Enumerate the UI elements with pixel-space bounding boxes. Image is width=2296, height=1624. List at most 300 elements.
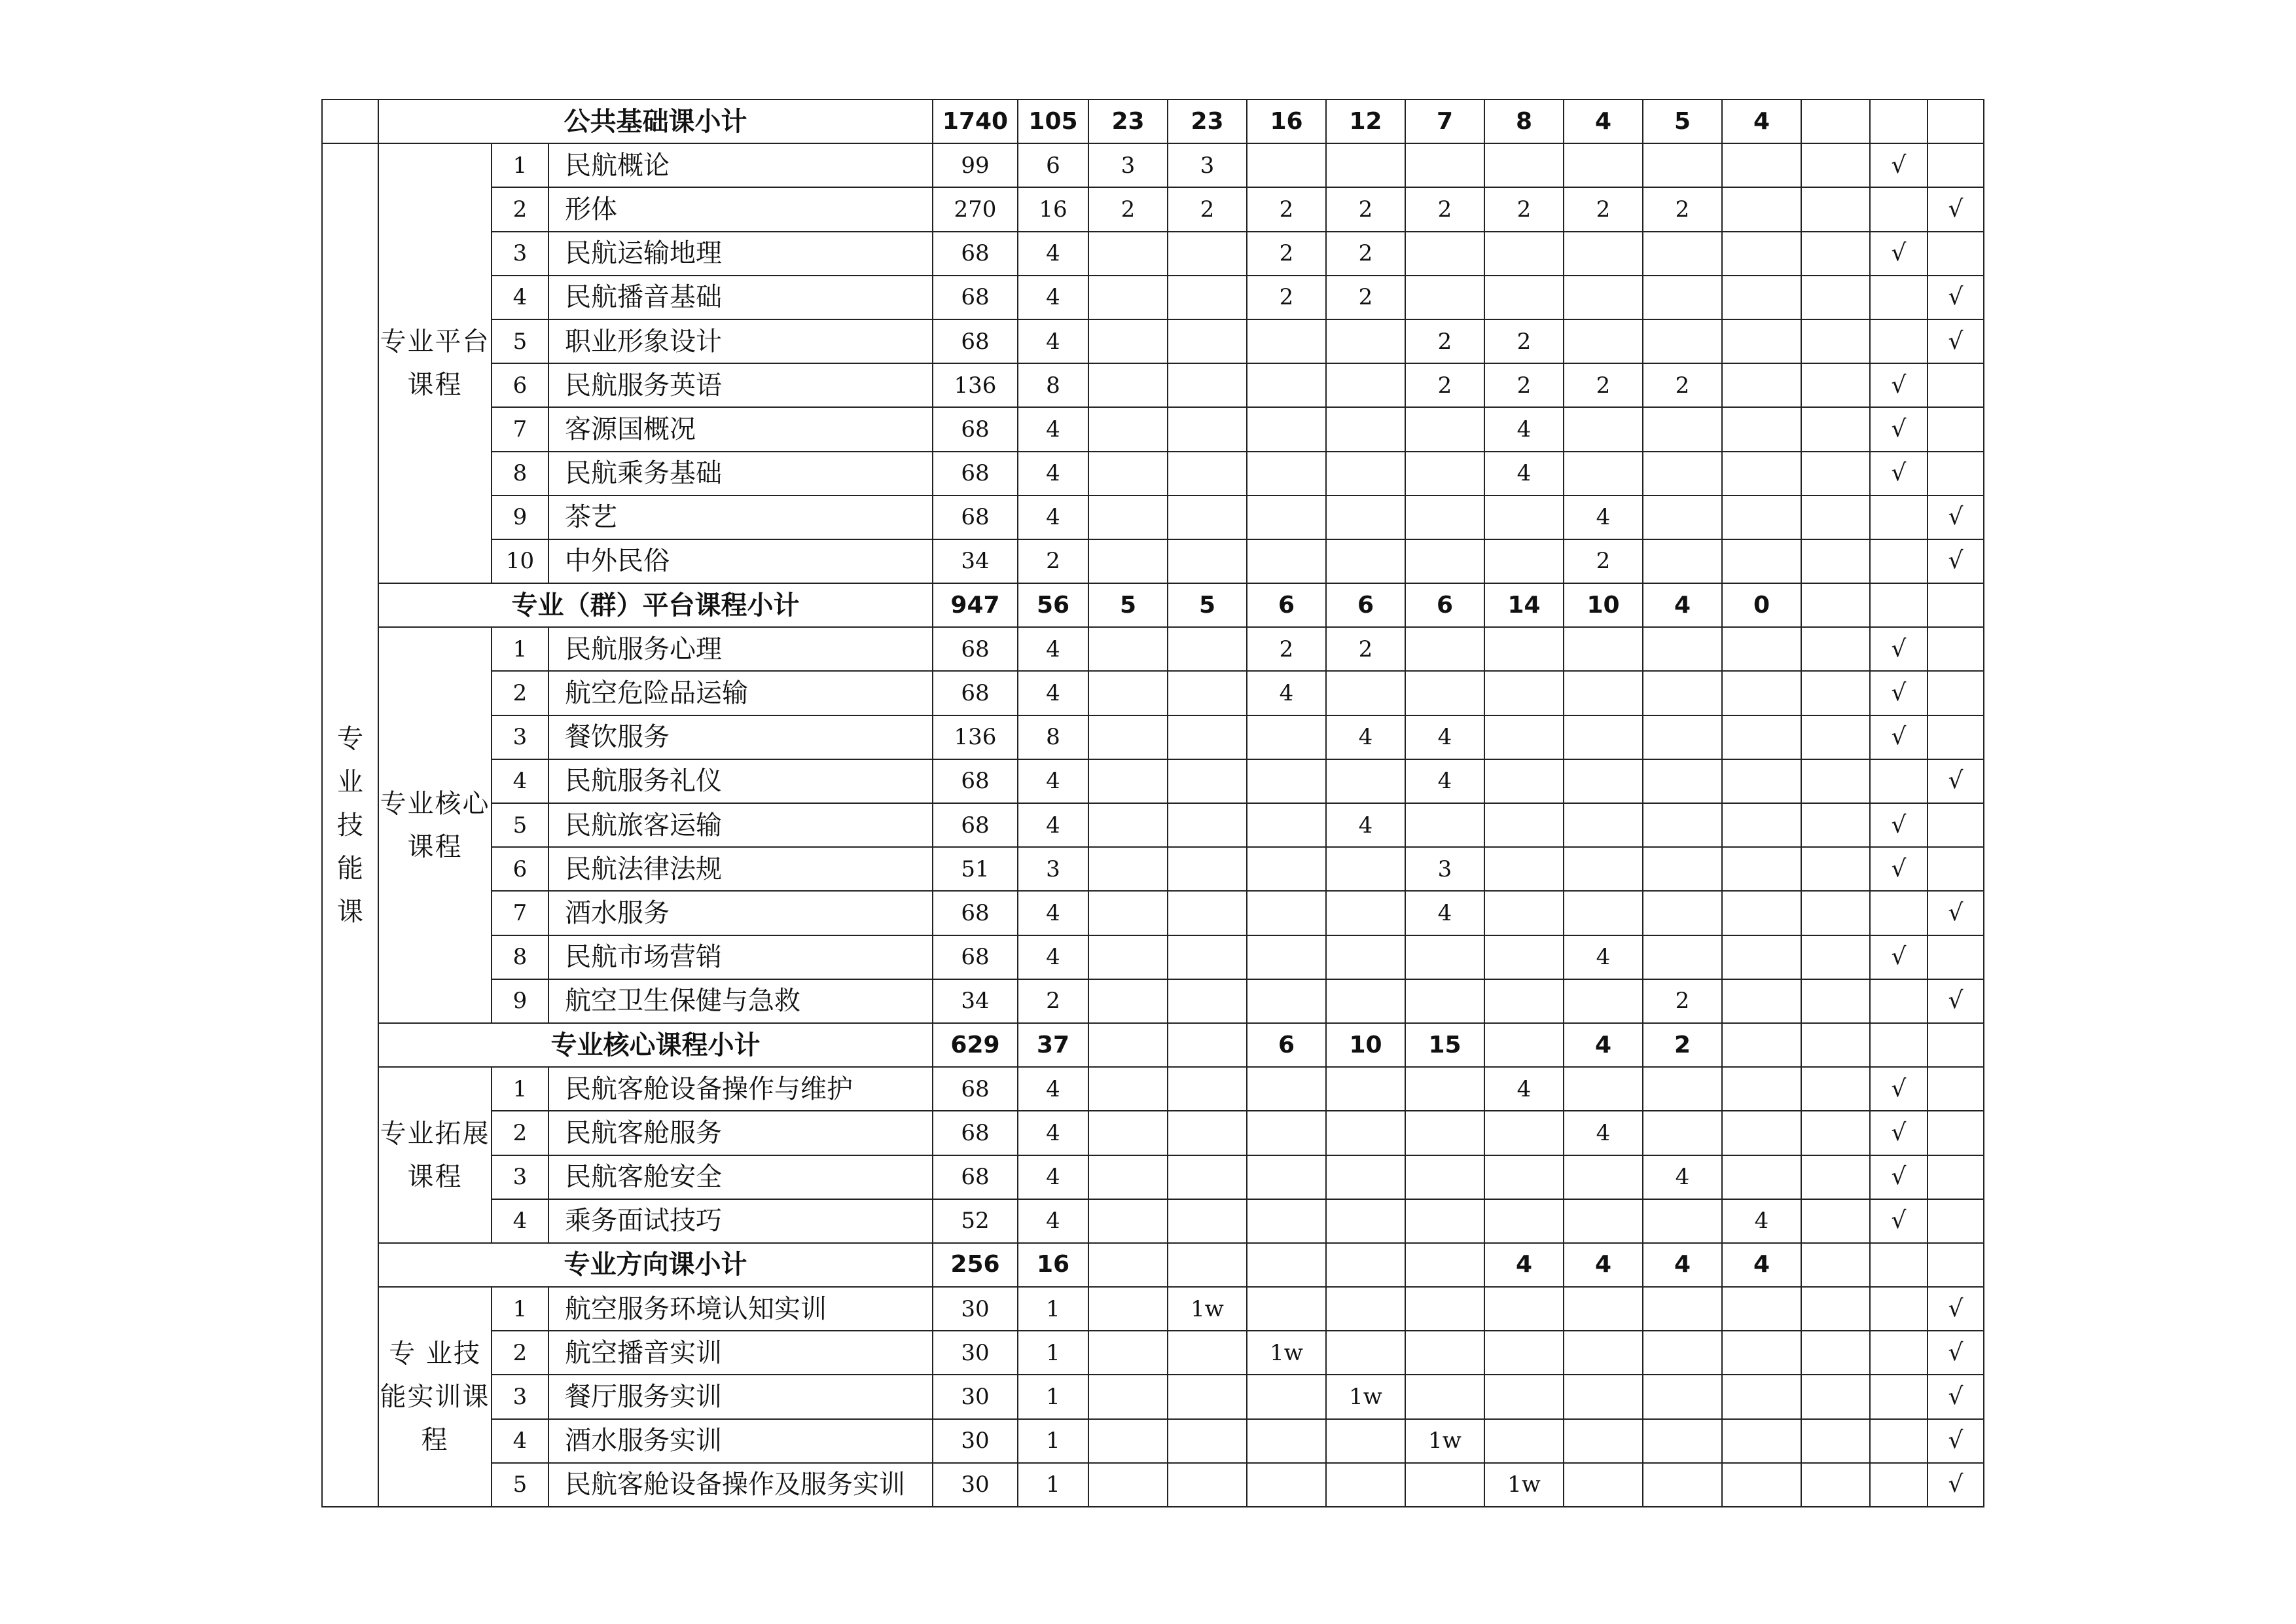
subtotal-cell: 10 (1564, 583, 1643, 627)
row-number: 3 (492, 232, 548, 276)
row-number: 4 (492, 276, 548, 319)
value-cell (1326, 407, 1405, 451)
value-cell: 1 (1018, 1419, 1088, 1463)
table-row (322, 1155, 1984, 1199)
value-cell (1564, 276, 1643, 319)
value-cell (1801, 1287, 1870, 1331)
value-cell (1088, 1155, 1168, 1199)
table-row (322, 319, 1984, 363)
value-cell: 30 (933, 1287, 1018, 1331)
value-cell (1088, 452, 1168, 496)
value-cell (1405, 452, 1484, 496)
value-cell (1801, 539, 1870, 583)
value-cell: 2 (1018, 979, 1088, 1023)
value-cell (1564, 979, 1643, 1023)
value-cell (1801, 1419, 1870, 1463)
value-cell (1405, 1155, 1484, 1199)
row-number: 1 (492, 1287, 548, 1331)
check-mark-cell: √ (1870, 627, 1928, 671)
value-cell (1247, 759, 1326, 803)
value-cell (1484, 1199, 1564, 1243)
value-cell (1722, 539, 1801, 583)
value-cell (1564, 1331, 1643, 1375)
value-cell: 3 (1405, 847, 1484, 891)
value-cell (1247, 363, 1326, 407)
row-number: 3 (492, 1375, 548, 1418)
value-cell (1088, 496, 1168, 539)
value-cell (1484, 847, 1564, 891)
value-cell: 2 (1564, 363, 1643, 407)
value-cell (1168, 847, 1247, 891)
row-number: 4 (492, 1419, 548, 1463)
value-cell (1484, 1419, 1564, 1463)
subtotal-cell (1722, 1023, 1801, 1067)
value-cell: 1w (1405, 1419, 1484, 1463)
value-cell: 4 (1018, 1067, 1088, 1111)
value-cell (1928, 1199, 1984, 1243)
value-cell (1870, 1419, 1928, 1463)
subtotal-cell: 629 (933, 1023, 1018, 1067)
value-cell: 68 (933, 627, 1018, 671)
value-cell (1722, 1155, 1801, 1199)
value-cell (1484, 891, 1564, 935)
value-cell (1088, 671, 1168, 715)
value-cell (1643, 496, 1722, 539)
value-cell (1870, 1375, 1928, 1418)
category-label (322, 143, 378, 1507)
value-cell (1722, 891, 1801, 935)
value-cell (1326, 1287, 1405, 1331)
table-row (322, 452, 1984, 496)
check-mark-cell: √ (1928, 1375, 1984, 1418)
value-cell (1405, 627, 1484, 671)
value-cell: 4 (1326, 803, 1405, 847)
value-cell: 2 (1643, 363, 1722, 407)
value-cell: 2 (1564, 187, 1643, 231)
check-mark-cell: √ (1870, 847, 1928, 891)
row-number: 1 (492, 143, 548, 187)
value-cell (1643, 539, 1722, 583)
value-cell: 30 (933, 1375, 1018, 1418)
table-row (322, 1287, 1984, 1331)
value-cell: 4 (1018, 891, 1088, 935)
value-cell (1722, 935, 1801, 979)
subtotal-cell: 4 (1722, 99, 1801, 143)
course-name: 酒水服务 (548, 891, 933, 935)
value-cell (1870, 539, 1928, 583)
value-cell (1247, 496, 1326, 539)
course-name: 民航服务英语 (548, 363, 933, 407)
row-number: 2 (492, 187, 548, 231)
subtotal-cell: 15 (1405, 1023, 1484, 1067)
value-cell: 1w (1168, 1287, 1247, 1331)
value-cell: 51 (933, 847, 1018, 891)
value-cell (1088, 803, 1168, 847)
value-cell (1722, 1463, 1801, 1507)
subtotal-cell: 16 (1018, 1243, 1088, 1287)
value-cell (1643, 891, 1722, 935)
subtotal-cell: 16 (1247, 99, 1326, 143)
value-cell (1484, 759, 1564, 803)
course-name: 民航服务心理 (548, 627, 933, 671)
value-cell: 2 (1168, 187, 1247, 231)
table-row (322, 803, 1984, 847)
value-cell (1088, 276, 1168, 319)
value-cell (1484, 935, 1564, 979)
value-cell (1801, 319, 1870, 363)
value-cell (1247, 407, 1326, 451)
value-cell (1564, 715, 1643, 759)
row-number: 8 (492, 935, 548, 979)
subtotal-cell: 5 (1088, 583, 1168, 627)
category-char: 能 (337, 853, 363, 884)
subtotal-cell: 5 (1168, 583, 1247, 627)
value-cell (1722, 319, 1801, 363)
value-cell (1722, 407, 1801, 451)
value-cell (1088, 1067, 1168, 1111)
value-cell (1722, 452, 1801, 496)
value-cell: 68 (933, 1111, 1018, 1155)
table-row (322, 187, 1984, 231)
row-number: 6 (492, 363, 548, 407)
value-cell (1168, 627, 1247, 671)
table-row (322, 143, 1984, 187)
value-cell (1168, 1111, 1247, 1155)
value-cell (1088, 759, 1168, 803)
value-cell: 68 (933, 891, 1018, 935)
value-cell (1643, 1331, 1722, 1375)
subtotal-cell (1801, 1023, 1870, 1067)
check-mark-cell: √ (1928, 1419, 1984, 1463)
check-mark-cell: √ (1870, 232, 1928, 276)
value-cell (1643, 1067, 1722, 1111)
value-cell (1928, 671, 1984, 715)
subtotal-cell: 105 (1018, 99, 1088, 143)
value-cell (1722, 715, 1801, 759)
check-mark-cell: √ (1928, 759, 1984, 803)
table-row (322, 671, 1984, 715)
value-cell (1928, 1155, 1984, 1199)
subtotal-cell (1928, 1243, 1984, 1287)
value-cell (1643, 1463, 1722, 1507)
value-cell (1168, 496, 1247, 539)
value-cell (1405, 671, 1484, 715)
value-cell: 68 (933, 935, 1018, 979)
value-cell (1326, 1419, 1405, 1463)
row-number: 7 (492, 891, 548, 935)
subtotal-cell (1801, 583, 1870, 627)
value-cell (1801, 1375, 1870, 1418)
value-cell (1247, 715, 1326, 759)
value-cell (1088, 715, 1168, 759)
value-cell (1405, 1111, 1484, 1155)
value-cell (1088, 232, 1168, 276)
subtotal-cell: 10 (1326, 1023, 1405, 1067)
value-cell (1484, 627, 1564, 671)
value-cell (1564, 847, 1643, 891)
value-cell: 8 (1018, 715, 1088, 759)
check-mark-cell: √ (1870, 715, 1928, 759)
value-cell (1247, 143, 1326, 187)
value-cell (1722, 496, 1801, 539)
course-name: 餐厅服务实训 (548, 1375, 933, 1418)
value-cell (1928, 803, 1984, 847)
value-cell (1564, 671, 1643, 715)
value-cell (1801, 1111, 1870, 1155)
check-mark-cell: √ (1928, 539, 1984, 583)
value-cell (1643, 671, 1722, 715)
value-cell (1247, 979, 1326, 1023)
value-cell (1801, 1199, 1870, 1243)
value-cell (1484, 1111, 1564, 1155)
value-cell (1870, 187, 1928, 231)
value-cell: 68 (933, 759, 1018, 803)
value-cell: 2 (1405, 187, 1484, 231)
value-cell (1801, 363, 1870, 407)
course-name: 民航乘务基础 (548, 452, 933, 496)
value-cell (1088, 1287, 1168, 1331)
value-cell: 270 (933, 187, 1018, 231)
value-cell: 4 (1722, 1199, 1801, 1243)
value-cell (1326, 847, 1405, 891)
value-cell (1247, 1111, 1326, 1155)
value-cell (1801, 1155, 1870, 1199)
value-cell: 4 (1484, 452, 1564, 496)
value-cell (1801, 847, 1870, 891)
subtotal-cell (1870, 99, 1928, 143)
value-cell (1722, 627, 1801, 671)
value-cell (1870, 1331, 1928, 1375)
value-cell: 2 (1247, 627, 1326, 671)
table-row (322, 891, 1984, 935)
value-cell (1247, 891, 1326, 935)
table-row (322, 1331, 1984, 1375)
subtotal-cell: 23 (1168, 99, 1247, 143)
value-cell (1088, 1463, 1168, 1507)
value-cell (1564, 143, 1643, 187)
value-cell (1643, 276, 1722, 319)
value-cell (1801, 803, 1870, 847)
value-cell (1801, 1067, 1870, 1111)
subtotal-label: 专业（群）平台课程小计 (378, 583, 933, 627)
value-cell (1484, 1375, 1564, 1418)
value-cell: 1 (1018, 1331, 1088, 1375)
value-cell: 4 (1564, 1111, 1643, 1155)
row-number: 2 (492, 1331, 548, 1375)
value-cell (1247, 1463, 1326, 1507)
value-cell: 68 (933, 276, 1018, 319)
value-cell (1870, 319, 1928, 363)
value-cell: 3 (1088, 143, 1168, 187)
value-cell (1168, 671, 1247, 715)
value-cell (1801, 715, 1870, 759)
value-cell (1801, 452, 1870, 496)
value-cell (1643, 407, 1722, 451)
value-cell (1564, 1067, 1643, 1111)
subtotal-cell: 2 (1643, 1023, 1722, 1067)
value-cell (1564, 1155, 1643, 1199)
value-cell: 4 (1018, 407, 1088, 451)
course-name: 茶艺 (548, 496, 933, 539)
course-name: 民航播音基础 (548, 276, 933, 319)
value-cell (1722, 1331, 1801, 1375)
subtotal-cell: 256 (933, 1243, 1018, 1287)
check-mark-cell: √ (1870, 1199, 1928, 1243)
value-cell (1326, 979, 1405, 1023)
value-cell: 2 (1643, 979, 1722, 1023)
value-cell (1564, 803, 1643, 847)
value-cell: 2 (1326, 276, 1405, 319)
subtotal-cell: 1740 (933, 99, 1018, 143)
value-cell (1168, 979, 1247, 1023)
value-cell (1326, 452, 1405, 496)
value-cell: 2 (1564, 539, 1643, 583)
value-cell: 1 (1018, 1463, 1088, 1507)
value-cell: 1 (1018, 1287, 1088, 1331)
value-cell (1247, 319, 1326, 363)
value-cell (1564, 1287, 1643, 1331)
course-name: 民航旅客运输 (548, 803, 933, 847)
check-mark-cell: √ (1928, 979, 1984, 1023)
course-name: 民航市场营销 (548, 935, 933, 979)
value-cell (1168, 891, 1247, 935)
value-cell: 68 (933, 407, 1018, 451)
value-cell (1928, 627, 1984, 671)
value-cell (1405, 1375, 1484, 1418)
value-cell (1326, 1155, 1405, 1199)
value-cell (1168, 407, 1247, 451)
value-cell (1168, 1199, 1247, 1243)
check-mark-cell: √ (1870, 671, 1928, 715)
subtotal-cell: 37 (1018, 1023, 1088, 1067)
value-cell: 1w (1484, 1463, 1564, 1507)
group-label: 专业拓展课程 (378, 1067, 492, 1243)
value-cell (1870, 276, 1928, 319)
subtotal-cell (1928, 583, 1984, 627)
check-mark-cell: √ (1928, 319, 1984, 363)
value-cell (1870, 1287, 1928, 1331)
table-row (322, 759, 1984, 803)
category-char: 课 (337, 896, 363, 927)
row-number: 3 (492, 715, 548, 759)
value-cell (1326, 891, 1405, 935)
value-cell (1564, 627, 1643, 671)
value-cell: 8 (1018, 363, 1088, 407)
blank-cell (322, 99, 378, 143)
value-cell: 4 (1018, 496, 1088, 539)
value-cell (1088, 407, 1168, 451)
value-cell (1801, 187, 1870, 231)
course-name: 职业形象设计 (548, 319, 933, 363)
value-cell: 68 (933, 1067, 1018, 1111)
value-cell (1088, 539, 1168, 583)
value-cell (1722, 671, 1801, 715)
row-number: 5 (492, 319, 548, 363)
subtotal-cell: 6 (1405, 583, 1484, 627)
section-subtotal-row (322, 1243, 1984, 1287)
value-cell (1870, 979, 1928, 1023)
value-cell (1643, 1111, 1722, 1155)
value-cell (1326, 143, 1405, 187)
value-cell: 68 (933, 803, 1018, 847)
value-cell (1722, 847, 1801, 891)
subtotal-cell (1247, 1243, 1326, 1287)
check-mark-cell: √ (1870, 143, 1928, 187)
subtotal-cell: 6 (1247, 1023, 1326, 1067)
value-cell (1168, 452, 1247, 496)
value-cell: 1 (1018, 1375, 1088, 1418)
value-cell (1801, 407, 1870, 451)
value-cell: 4 (1018, 1155, 1088, 1199)
row-number: 4 (492, 1199, 548, 1243)
value-cell: 6 (1018, 143, 1088, 187)
value-cell: 2 (1088, 187, 1168, 231)
check-mark-cell: √ (1928, 1331, 1984, 1375)
value-cell: 2 (1247, 232, 1326, 276)
table-row (322, 1375, 1984, 1418)
value-cell: 1w (1247, 1331, 1326, 1375)
value-cell: 30 (933, 1419, 1018, 1463)
table-row (322, 363, 1984, 407)
value-cell (1326, 1199, 1405, 1243)
value-cell: 136 (933, 363, 1018, 407)
value-cell (1484, 143, 1564, 187)
value-cell (1928, 1067, 1984, 1111)
value-cell (1928, 143, 1984, 187)
value-cell (1168, 715, 1247, 759)
value-cell (1801, 627, 1870, 671)
public-subtotal-row (322, 99, 1984, 143)
value-cell (1168, 1375, 1247, 1418)
value-cell (1088, 935, 1168, 979)
value-cell (1484, 1155, 1564, 1199)
value-cell (1168, 232, 1247, 276)
course-name: 航空危险品运输 (548, 671, 933, 715)
value-cell (1088, 1419, 1168, 1463)
value-cell: 34 (933, 979, 1018, 1023)
value-cell (1643, 1419, 1722, 1463)
check-mark-cell: √ (1870, 1067, 1928, 1111)
value-cell (1801, 979, 1870, 1023)
course-name: 民航法律法规 (548, 847, 933, 891)
value-cell (1247, 1067, 1326, 1111)
value-cell (1405, 979, 1484, 1023)
check-mark-cell: √ (1928, 496, 1984, 539)
value-cell (1564, 759, 1643, 803)
value-cell (1484, 979, 1564, 1023)
subtotal-cell (1870, 583, 1928, 627)
course-name: 乘务面试技巧 (548, 1199, 933, 1243)
curriculum-table (321, 99, 1984, 1507)
value-cell (1928, 232, 1984, 276)
row-number: 4 (492, 759, 548, 803)
value-cell (1722, 1375, 1801, 1418)
subtotal-cell (1870, 1023, 1928, 1067)
value-cell (1247, 1287, 1326, 1331)
row-number: 6 (492, 847, 548, 891)
value-cell (1088, 363, 1168, 407)
value-cell (1168, 539, 1247, 583)
row-number: 7 (492, 407, 548, 451)
value-cell (1801, 1463, 1870, 1507)
value-cell (1928, 715, 1984, 759)
value-cell: 4 (1018, 276, 1088, 319)
value-cell (1168, 276, 1247, 319)
value-cell (1564, 232, 1643, 276)
course-name: 酒水服务实训 (548, 1419, 933, 1463)
subtotal-cell: 4 (1564, 99, 1643, 143)
course-name: 航空卫生保健与急救 (548, 979, 933, 1023)
